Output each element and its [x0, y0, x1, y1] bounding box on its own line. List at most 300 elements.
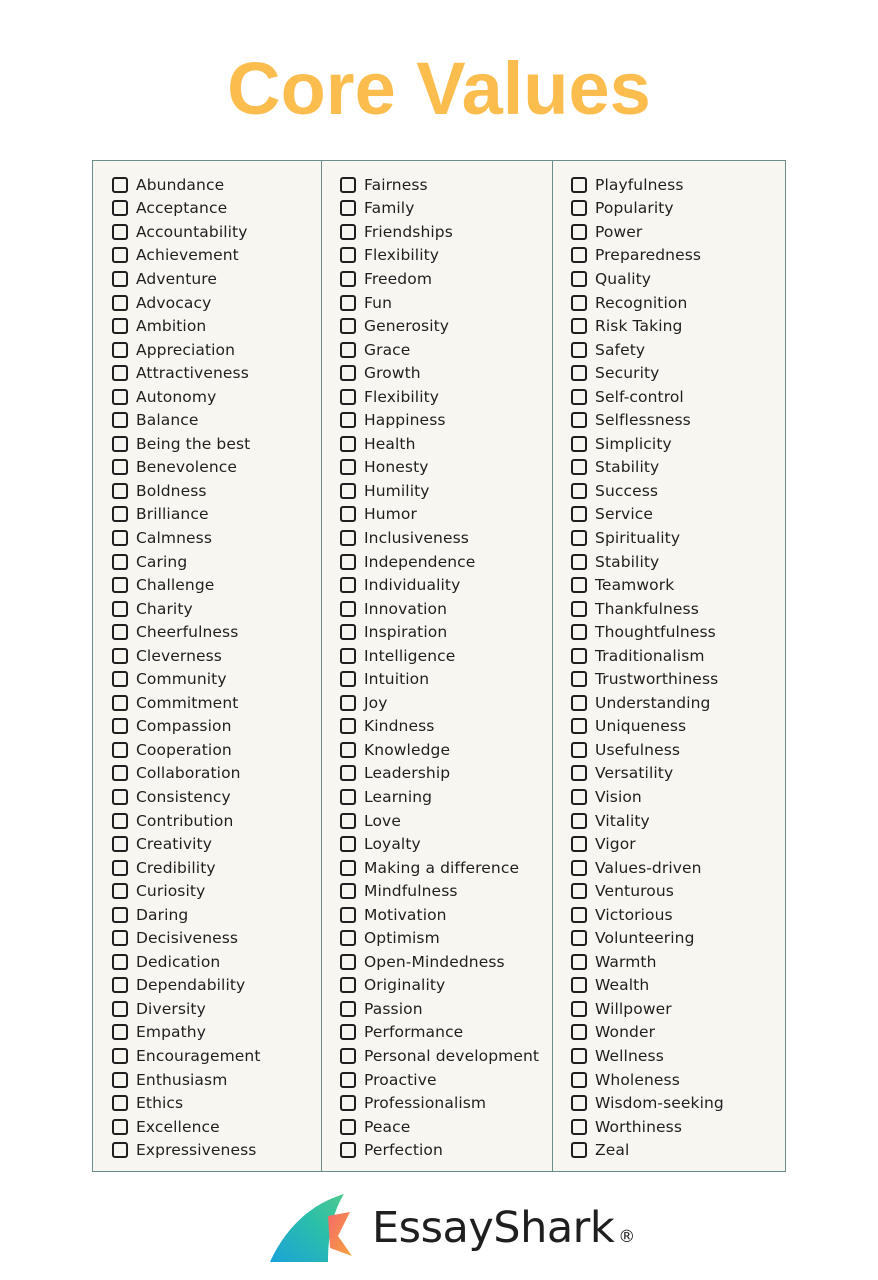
checklist-item	[112, 432, 261, 456]
checkbox-icon[interactable]	[340, 671, 356, 687]
checkbox-icon[interactable]	[112, 648, 128, 664]
value-label: Safety	[595, 340, 646, 359]
value-label: Trustworthiness	[595, 670, 719, 689]
checkbox-icon[interactable]	[571, 295, 587, 311]
value-label: Attractiveness	[136, 364, 249, 383]
brand-name: EssayShark	[372, 1203, 615, 1253]
checklist-item	[571, 879, 724, 903]
checkbox-icon[interactable]	[112, 930, 128, 946]
checklist-item	[112, 832, 261, 856]
checklist-item	[112, 1115, 261, 1139]
value-label: Kindness	[364, 717, 435, 736]
value-label: Mindfulness	[364, 882, 458, 901]
value-label: Optimism	[364, 929, 440, 948]
checkbox-icon[interactable]	[112, 718, 128, 734]
checkbox-icon[interactable]	[571, 836, 587, 852]
value-label: Perfection	[364, 1141, 443, 1160]
checkbox-icon[interactable]	[340, 295, 356, 311]
checkbox-icon[interactable]	[112, 1048, 128, 1064]
value-label: Professionalism	[364, 1094, 487, 1113]
column-divider	[321, 161, 322, 1171]
checkbox-icon[interactable]	[571, 483, 587, 499]
checkbox-icon[interactable]	[340, 577, 356, 593]
checkbox-icon[interactable]	[112, 1072, 128, 1088]
checkbox-icon[interactable]	[571, 577, 587, 593]
value-label: Balance	[136, 411, 199, 430]
checkbox-icon[interactable]	[571, 1119, 587, 1135]
checkbox-icon[interactable]	[571, 860, 587, 876]
value-label: Independence	[364, 552, 476, 571]
checklist-item	[571, 197, 724, 221]
value-label: Advocacy	[136, 293, 212, 312]
value-label: Simplicity	[595, 434, 672, 453]
checklist-item	[112, 503, 261, 527]
checklist-item	[112, 950, 261, 974]
value-label: Volunteering	[595, 929, 695, 948]
value-label: Selflessness	[595, 411, 691, 430]
checklist-item	[571, 1044, 724, 1068]
checkbox-icon[interactable]	[112, 1142, 128, 1158]
checkbox-icon[interactable]	[340, 554, 356, 570]
value-label: Vigor	[595, 835, 636, 854]
checklist-item	[571, 173, 724, 197]
shark-fin-logo-icon	[268, 1192, 358, 1264]
checkbox-icon[interactable]	[112, 789, 128, 805]
checklist-item	[571, 385, 724, 409]
checkbox-icon[interactable]	[340, 1048, 356, 1064]
checkbox-icon[interactable]	[571, 318, 587, 334]
value-label: Popularity	[595, 199, 674, 218]
checklist-item	[340, 550, 539, 574]
value-label: Friendships	[364, 222, 453, 241]
checklist-item	[112, 620, 261, 644]
checkbox-icon[interactable]	[112, 601, 128, 617]
value-label: Joy	[364, 693, 388, 712]
checkbox-icon[interactable]	[571, 1024, 587, 1040]
checklist-item	[112, 550, 261, 574]
checkbox-icon[interactable]	[571, 1048, 587, 1064]
checklist-item	[340, 1021, 539, 1045]
checkbox-icon[interactable]	[571, 1095, 587, 1111]
checkbox-icon[interactable]	[571, 459, 587, 475]
checklist-item	[340, 291, 539, 315]
checkbox-icon[interactable]	[112, 318, 128, 334]
checklist-item	[340, 974, 539, 998]
checklist-item	[112, 644, 261, 668]
checkbox-icon[interactable]	[571, 200, 587, 216]
value-label: Accountability	[136, 222, 248, 241]
checkbox-icon[interactable]	[112, 506, 128, 522]
checklist-item	[571, 950, 724, 974]
value-label: Learning	[364, 787, 433, 806]
checkbox-icon[interactable]	[571, 224, 587, 240]
value-label: Cheerfulness	[136, 623, 239, 642]
checkbox-icon[interactable]	[340, 1119, 356, 1135]
checklist-item	[340, 244, 539, 268]
checklist-item	[340, 644, 539, 668]
checklist-item	[571, 526, 724, 550]
checkbox-icon[interactable]	[112, 695, 128, 711]
checkbox-icon[interactable]	[571, 506, 587, 522]
checklist-item	[112, 597, 261, 621]
checkbox-icon[interactable]	[112, 483, 128, 499]
checklist-item	[571, 620, 724, 644]
value-label: Intelligence	[364, 646, 456, 665]
checkbox-icon[interactable]	[340, 860, 356, 876]
value-label: Teamwork	[595, 576, 675, 595]
checklist-item	[112, 1138, 261, 1162]
essayshark-logo	[268, 1192, 635, 1264]
value-label: Ethics	[136, 1094, 184, 1113]
checkbox-icon[interactable]	[112, 836, 128, 852]
checkbox-icon[interactable]	[571, 271, 587, 287]
checkbox-icon[interactable]	[571, 1142, 587, 1158]
checkbox-icon[interactable]	[112, 530, 128, 546]
checkbox-icon[interactable]	[571, 1001, 587, 1017]
checklist-item	[571, 974, 724, 998]
value-label: Creativity	[136, 835, 213, 854]
checkbox-icon[interactable]	[571, 247, 587, 263]
checkbox-icon[interactable]	[340, 883, 356, 899]
value-label: Victorious	[595, 905, 673, 924]
checklist-item	[112, 1091, 261, 1115]
checkbox-icon[interactable]	[340, 907, 356, 923]
checkbox-icon[interactable]	[340, 648, 356, 664]
value-label: Autonomy	[136, 387, 217, 406]
checklist-item	[112, 1021, 261, 1045]
value-label: Humor	[364, 505, 417, 524]
checkbox-icon[interactable]	[112, 765, 128, 781]
value-label: Dedication	[136, 952, 221, 971]
checklist-item	[571, 667, 724, 691]
checkbox-icon[interactable]	[340, 483, 356, 499]
checkbox-icon[interactable]	[112, 459, 128, 475]
checkbox-icon[interactable]	[112, 389, 128, 405]
checklist-item	[112, 667, 261, 691]
value-label: Inspiration	[364, 623, 448, 642]
checklist-item	[112, 856, 261, 880]
checkbox-icon[interactable]	[571, 624, 587, 640]
checklist-item	[571, 762, 724, 786]
checkbox-icon[interactable]	[340, 365, 356, 381]
checklist-item	[340, 950, 539, 974]
value-label: Service	[595, 505, 653, 524]
checklist-item	[340, 738, 539, 762]
checklist-item	[340, 785, 539, 809]
checkbox-icon[interactable]	[571, 389, 587, 405]
value-label: Quality	[595, 269, 652, 288]
checkbox-icon[interactable]	[571, 930, 587, 946]
checklist-item	[112, 220, 261, 244]
checklist-item	[571, 1138, 724, 1162]
checkbox-icon[interactable]	[112, 224, 128, 240]
value-label: Calmness	[136, 528, 213, 547]
checkbox-icon[interactable]	[112, 1119, 128, 1135]
checklist-item	[340, 503, 539, 527]
checklist-item	[112, 479, 261, 503]
checklist-item	[571, 338, 724, 362]
checkbox-icon[interactable]	[112, 671, 128, 687]
checkbox-icon[interactable]	[340, 765, 356, 781]
value-label: Wisdom-seeking	[595, 1094, 724, 1113]
value-label: Self-control	[595, 387, 684, 406]
value-label: Flexibility	[364, 387, 440, 406]
value-label: Flexibility	[364, 246, 440, 265]
checklist-item	[340, 856, 539, 880]
checkbox-icon[interactable]	[571, 412, 587, 428]
value-label: Honesty	[364, 458, 429, 477]
checkbox-icon[interactable]	[340, 718, 356, 734]
checklist-item	[112, 338, 261, 362]
checkbox-icon[interactable]	[571, 530, 587, 546]
checklist-item	[340, 479, 539, 503]
checkbox-icon[interactable]	[112, 813, 128, 829]
checkbox-icon[interactable]	[112, 1095, 128, 1111]
value-label: Growth	[364, 364, 421, 383]
checkbox-icon[interactable]	[340, 412, 356, 428]
checklist-item	[112, 691, 261, 715]
checklist-item	[112, 927, 261, 951]
value-label: Willpower	[595, 999, 672, 1018]
checklist-item	[112, 456, 261, 480]
value-label: Thoughtfulness	[595, 623, 716, 642]
checkbox-icon[interactable]	[571, 342, 587, 358]
value-label: Loyalty	[364, 835, 421, 854]
checklist-item	[112, 173, 261, 197]
checkbox-icon[interactable]	[571, 742, 587, 758]
checkbox-icon[interactable]	[340, 977, 356, 993]
checkbox-icon[interactable]	[571, 789, 587, 805]
checkbox-icon[interactable]	[571, 1072, 587, 1088]
checklist-item	[340, 715, 539, 739]
checkbox-icon[interactable]	[340, 459, 356, 475]
checklist-item	[571, 1091, 724, 1115]
value-label: Spirituality	[595, 528, 681, 547]
checkbox-icon[interactable]	[340, 530, 356, 546]
checkbox-icon[interactable]	[571, 954, 587, 970]
values-checklist-table	[92, 160, 786, 1172]
checklist-item	[340, 197, 539, 221]
checkbox-icon[interactable]	[112, 412, 128, 428]
value-label: Freedom	[364, 269, 433, 288]
checklist-item	[340, 456, 539, 480]
checkbox-icon[interactable]	[340, 601, 356, 617]
value-label: Risk Taking	[595, 317, 683, 336]
checkbox-icon[interactable]	[112, 247, 128, 263]
value-label: Zeal	[595, 1141, 630, 1160]
value-label: Diversity	[136, 999, 206, 1018]
value-label: Happiness	[364, 411, 446, 430]
checklist-item	[112, 715, 261, 739]
checkbox-icon[interactable]	[571, 765, 587, 781]
checkbox-icon[interactable]	[112, 365, 128, 381]
checklist-item	[340, 1138, 539, 1162]
checklist-item	[571, 479, 724, 503]
checklist-item	[340, 620, 539, 644]
value-label: Personal development	[364, 1047, 540, 1065]
checkbox-icon[interactable]	[340, 506, 356, 522]
checklist-item	[571, 738, 724, 762]
checkbox-icon[interactable]	[340, 1024, 356, 1040]
checkbox-icon[interactable]	[112, 1024, 128, 1040]
value-label: Knowledge	[364, 740, 451, 759]
checkbox-icon[interactable]	[112, 342, 128, 358]
checkbox-icon[interactable]	[340, 742, 356, 758]
checklist-item	[112, 244, 261, 268]
checklist-item	[571, 927, 724, 951]
checkbox-icon[interactable]	[340, 436, 356, 452]
checkbox-icon[interactable]	[112, 624, 128, 640]
checkbox-icon[interactable]	[340, 930, 356, 946]
checkbox-icon[interactable]	[340, 624, 356, 640]
value-label: Empathy	[136, 1023, 207, 1042]
value-label: Stability	[595, 458, 660, 477]
checkbox-icon[interactable]	[571, 436, 587, 452]
checkbox-icon[interactable]	[340, 318, 356, 334]
checkbox-icon[interactable]	[340, 177, 356, 193]
checkbox-icon[interactable]	[340, 271, 356, 287]
page-title: Core Values	[227, 47, 651, 130]
checklist-item	[571, 903, 724, 927]
checkbox-icon[interactable]	[340, 200, 356, 216]
value-label: Caring	[136, 552, 188, 571]
value-label: Vitality	[595, 811, 650, 830]
checklist-item	[112, 738, 261, 762]
checklist-item	[112, 573, 261, 597]
value-label: Love	[364, 811, 401, 830]
checklist-item	[112, 267, 261, 291]
checklist-item	[571, 267, 724, 291]
checkbox-icon[interactable]	[112, 200, 128, 216]
value-label: Individuality	[364, 576, 461, 595]
value-label: Being the best	[136, 434, 251, 453]
checklist-item	[112, 762, 261, 786]
checkbox-icon[interactable]	[112, 1001, 128, 1017]
checkbox-icon[interactable]	[340, 836, 356, 852]
checkbox-icon[interactable]	[112, 554, 128, 570]
checkbox-icon[interactable]	[340, 1095, 356, 1111]
checkbox-icon[interactable]	[112, 577, 128, 593]
value-label: Leadership	[364, 764, 451, 783]
checkbox-icon[interactable]	[112, 436, 128, 452]
checkbox-icon[interactable]	[340, 695, 356, 711]
value-label: Success	[595, 481, 659, 500]
checkbox-icon[interactable]	[571, 813, 587, 829]
checkbox-icon[interactable]	[340, 813, 356, 829]
value-label: Stability	[595, 552, 660, 571]
value-label: Achievement	[136, 246, 239, 265]
checklist-item	[571, 573, 724, 597]
value-label: Enthusiasm	[136, 1070, 228, 1089]
checkbox-icon[interactable]	[571, 671, 587, 687]
checklist-item	[112, 997, 261, 1021]
value-label: Expressiveness	[136, 1141, 257, 1160]
checkbox-icon[interactable]	[340, 389, 356, 405]
checkbox-icon[interactable]	[112, 883, 128, 899]
value-label: Security	[595, 364, 660, 383]
checkbox-icon[interactable]	[340, 224, 356, 240]
value-label: Adventure	[136, 269, 218, 288]
checkbox-icon[interactable]	[340, 1001, 356, 1017]
value-label: Ambition	[136, 317, 207, 336]
value-label: Decisiveness	[136, 929, 239, 948]
checkbox-icon[interactable]	[571, 365, 587, 381]
checklist-item	[112, 197, 261, 221]
checkbox-icon[interactable]	[571, 177, 587, 193]
checklist-item	[340, 361, 539, 385]
checkbox-icon[interactable]	[571, 601, 587, 617]
checklist-item	[340, 385, 539, 409]
checkbox-icon[interactable]	[571, 648, 587, 664]
value-label: Daring	[136, 905, 189, 924]
value-label: Health	[364, 434, 416, 453]
checkbox-icon[interactable]	[340, 247, 356, 263]
checkbox-icon[interactable]	[571, 977, 587, 993]
checklist-item	[112, 385, 261, 409]
checklist-item	[340, 432, 539, 456]
checklist-item	[340, 691, 539, 715]
checkbox-icon[interactable]	[340, 789, 356, 805]
checkbox-icon[interactable]	[112, 907, 128, 923]
checkbox-icon[interactable]	[571, 695, 587, 711]
checklist-item	[571, 456, 724, 480]
checklist-item	[571, 832, 724, 856]
value-label: Generosity	[364, 317, 450, 336]
value-label: Making a difference	[364, 858, 520, 877]
checkbox-icon[interactable]	[112, 954, 128, 970]
value-label: Encouragement	[136, 1047, 261, 1065]
checkbox-icon[interactable]	[340, 1072, 356, 1088]
checklist-item	[571, 715, 724, 739]
checkbox-icon[interactable]	[340, 954, 356, 970]
checklist-item	[340, 267, 539, 291]
checkbox-icon[interactable]	[112, 860, 128, 876]
value-label: Inclusiveness	[364, 528, 469, 547]
checklist-item	[571, 244, 724, 268]
value-label: Proactive	[364, 1070, 437, 1089]
values-column-2	[340, 173, 539, 1162]
value-label: Vision	[595, 787, 642, 806]
value-label: Brilliance	[136, 505, 209, 524]
checkbox-icon[interactable]	[112, 177, 128, 193]
checkbox-icon[interactable]	[571, 883, 587, 899]
checklist-item	[340, 1044, 539, 1068]
value-label: Benevolence	[136, 458, 238, 477]
checklist-item	[571, 691, 724, 715]
value-label: Understanding	[595, 693, 711, 712]
checkbox-icon[interactable]	[340, 342, 356, 358]
checkbox-icon[interactable]	[112, 271, 128, 287]
checkbox-icon[interactable]	[571, 554, 587, 570]
checkbox-icon[interactable]	[112, 977, 128, 993]
value-label: Curiosity	[136, 882, 206, 901]
checkbox-icon[interactable]	[112, 742, 128, 758]
checklist-item	[571, 503, 724, 527]
checklist-item	[112, 526, 261, 550]
checkbox-icon[interactable]	[340, 1142, 356, 1158]
checkbox-icon[interactable]	[571, 907, 587, 923]
checklist-item	[340, 1091, 539, 1115]
checkbox-icon[interactable]	[112, 295, 128, 311]
checkbox-icon[interactable]	[571, 718, 587, 734]
checklist-item	[571, 432, 724, 456]
value-label: Fairness	[364, 175, 428, 194]
checklist-item	[340, 220, 539, 244]
value-label: Contribution	[136, 811, 234, 830]
checklist-item	[340, 173, 539, 197]
value-label: Acceptance	[136, 199, 228, 218]
column-divider	[552, 161, 553, 1171]
